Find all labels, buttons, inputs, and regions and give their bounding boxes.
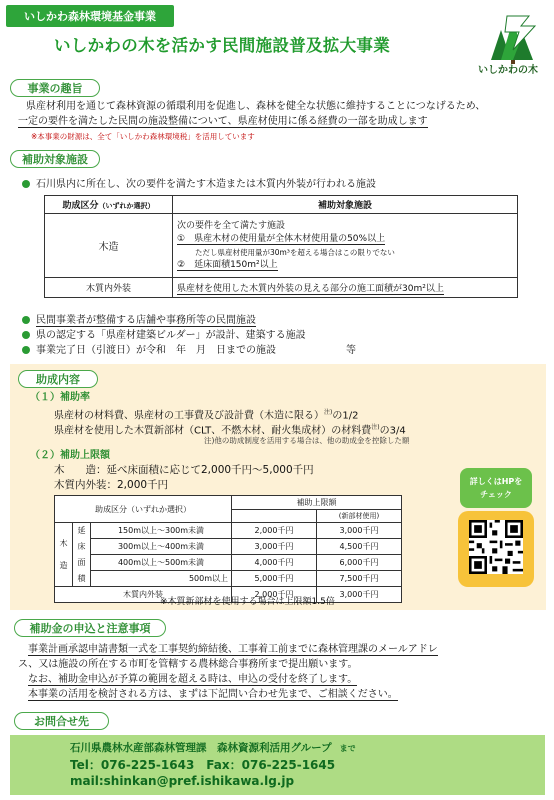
target-row-wood-content: 次の要件を全て満たす施設 ① 県産木材の使用量が全体木材使用量の50%以上 ただし県産材使用量が30m³を超える場合はこの限りでない ② 延床面積150m²以上: [173, 214, 518, 278]
rate-line-1: 県産材の材料費、県産材の工事費及び設計費（木造に限る）$^{注)}$の1/2: [54, 409, 359, 422]
rate-line-2: 県産材を使用した木質新部材（CLT、不燃木材、耐火集成材）の材料費$^{注)}$の3/4: [54, 424, 406, 437]
limit-table-floor-char: 積: [73, 571, 91, 587]
section-heading-support: 助成内容: [18, 370, 98, 388]
target-intro: 石川県内に所在し、次の要件を満たす木造または木質内外装が行われる施設: [22, 177, 376, 192]
limit-table-new: 3,000千円: [317, 587, 402, 603]
purpose-line-1: 県産材利用を通じて森林資源の循環利用を促進し、森林を健全な状態に維持することにつなげるため、: [26, 101, 486, 112]
limit-table-interior-label: 木質内外装: [55, 587, 232, 603]
limit-table-header-amount: 補助上限額: [232, 496, 402, 510]
logo-label: いしかわの木: [478, 65, 538, 76]
bullet-icon: [22, 346, 30, 354]
target-row-wood-label: 木造: [45, 214, 173, 278]
limit-table-new: 7,500千円: [317, 571, 402, 587]
apply-line-4: 本事業の活用を検討される方は、まずは下記問い合わせ先まで、ご相談ください。: [28, 689, 398, 700]
target-row-interior-content: 県産材を使用した木質内外装の見える部分の施工面積が30m²以上: [173, 278, 518, 298]
limit-table-base: 2,000千円: [232, 587, 317, 603]
limit-table-area: 300m以上～400m未満: [91, 539, 232, 555]
hp-check-button[interactable]: 詳しくはHPを チェック: [460, 468, 532, 508]
limit-table-base: 2,000千円: [232, 523, 317, 539]
bullet-icon: [22, 180, 30, 188]
apply-line-1: 事業計画承認申請書類一式を工事契約締結後、工事着工前までに森林管理課のメールアドレ: [28, 644, 438, 655]
target-bullet-3: 事業完了日（引渡日）が令和 年 月 日までの施設 等: [22, 343, 356, 358]
contact-email-link[interactable]: mail:shinkan@pref.ishikawa.lg.jp: [70, 774, 295, 788]
rate-note: 注)他の助成制度を活用する場合は、他の助成金を控除した額: [204, 436, 410, 445]
section-heading-contact: お問合せ先: [14, 712, 109, 730]
limit-table-base: 4,000千円: [232, 555, 317, 571]
section-heading-target: 補助対象施設: [10, 150, 100, 168]
bullet-icon: [22, 331, 30, 339]
purpose-line-2: 一定の要件を満たした民間の施設整備について、県産材使用に係る経費の一部を助成します: [18, 116, 428, 127]
limit-table-new: 6,000千円: [317, 555, 402, 571]
apply-line-2: ス、又は施設の所在する市町を管轄する農林総合事務所まで提出願います。: [18, 659, 358, 670]
contact-org: 石川県農林水産部森林管理課 森林資源利活用グループ まで: [70, 742, 356, 754]
target-table: [44, 195, 518, 298]
limit-table-floor-char: 面: [73, 555, 91, 571]
limit-table-new: 3,000千円: [317, 523, 402, 539]
contact-tel-fax: Tel：076-225-1643 Fax：076-225-1645: [70, 758, 336, 772]
rate-heading: （１）補助率: [30, 392, 90, 403]
qr-code-icon[interactable]: [469, 520, 523, 574]
limit-table-floor-char: 延: [73, 523, 91, 539]
limit-line-interior: 木質内外装：2,000千円: [54, 479, 169, 491]
limit-table-area: 500m以上: [91, 571, 232, 587]
target-table-col2-header: 補助対象施設: [173, 196, 518, 214]
target-table-col1-header: 助成区分（いずれか選択）: [45, 196, 173, 214]
section-heading-apply: 補助金の申込と注意事項: [14, 619, 166, 637]
limit-table: [54, 495, 402, 603]
limit-line-wood: 木 造：延べ床面積に応じて2,000千円～5,000千円: [54, 464, 314, 476]
limit-table-base: 5,000千円: [232, 571, 317, 587]
limit-heading: （２）補助上限額: [30, 450, 110, 461]
limit-table-header-category: 助成区分（いずれか選択）: [55, 496, 232, 523]
limit-table-new: 4,500千円: [317, 539, 402, 555]
bullet-icon: [22, 316, 30, 324]
page-title: いしかわの木を活かす民間施設普及拡大事業: [54, 36, 390, 55]
limit-table-side-wood: 木 造: [55, 523, 73, 587]
limit-table-area: 150m以上～300m未満: [91, 523, 232, 539]
limit-table-floor-char: 床: [73, 539, 91, 555]
limit-table-header-new: (新部材使用): [317, 510, 402, 523]
purpose-note: ※本事業の財源は、全て「いしかわ森林環境税」を活用しています: [31, 132, 255, 141]
limit-table-note: ※木質新部材を使用する場合は上限額1.5倍: [160, 597, 335, 607]
apply-line-3: なお、補助金申込が予算の範囲を超える時は、申込の受付を終了します。: [28, 674, 358, 685]
limit-table-area: 400m以上～500m未満: [91, 555, 232, 571]
target-bullet-1: 民間事業者が整備する店舗や事務所等の民間施設: [22, 313, 256, 328]
limit-table-base: 3,000千円: [232, 539, 317, 555]
target-bullet-2: 県の認定する「県産材建築ビルダー」が設計、建築する施設: [22, 328, 306, 343]
program-badge: いしかわ森林環境基金事業: [6, 5, 174, 27]
target-row-interior-label: 木質内外装: [45, 278, 173, 298]
section-heading-purpose: 事業の趣旨: [10, 79, 100, 97]
